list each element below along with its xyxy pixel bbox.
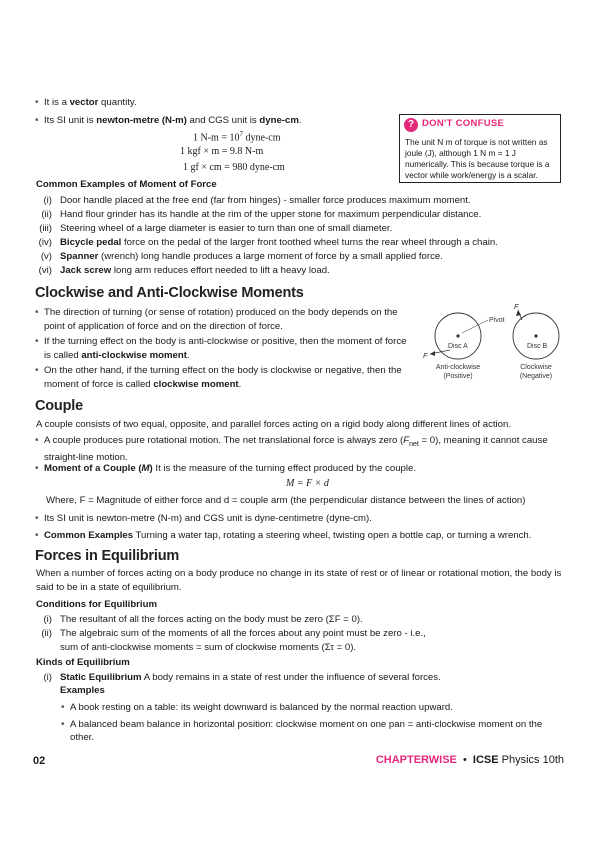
kinds-heading: Kinds of Equilibrium (36, 657, 130, 668)
question-icon: ? (404, 118, 418, 132)
condition-2-continued: sum of anti-clockwise moments = sum of clockwise moments (Στ = 0). (60, 642, 357, 653)
brand-name: CHAPTERWISE (375, 754, 457, 766)
examples-subheading: Examples (60, 685, 105, 696)
pivot-label: Pivot (489, 317, 505, 324)
conditions-heading: Conditions for Equilibrium (36, 599, 157, 610)
couple-definition: A couple consists of two equal, opposite, and parallel forces acting on a rigid body along different lines of action. (36, 419, 512, 430)
couple-bullet-rotation: • A couple produces pure rotational motion. The net translational force is always zero $(F_{net} = 0)$, meaning it cannot cause straight-line motion. (44, 434, 574, 465)
equation-nm-dyne: 1 $N-m = 10^7$ dyne-cm (193, 130, 281, 144)
static-example-2: • A balanced beam balance in horizontal position: clockwise moment on one pan = anti-clockwise moment on the (70, 718, 570, 732)
section-heading-couple: Couple (35, 398, 83, 414)
static-example-1: • A book resting on a table: its weight downward is balanced by the normal reaction upward. (70, 701, 570, 715)
examples-heading: Common Examples of Moment of Force (36, 179, 217, 190)
clockwise-bullet-2: • If the turning effect on the body is anti-clockwise or positive, then the moment of force is called anti-clockwise moment. (44, 335, 414, 362)
disc-b-pivot (534, 334, 537, 337)
equation-gf: 1 gf × cm = 980 dyne-cm (183, 162, 285, 173)
disc-figure (418, 300, 568, 388)
caption-clockwise: Clockwise (520, 364, 552, 371)
footer-dot: • (462, 754, 467, 766)
caption-anticlockwise: Anti-clockwise (435, 364, 481, 371)
equation-kgf: 1 kgf × m = 9.8 N-m (180, 146, 264, 157)
force-label-a: F (423, 351, 428, 360)
unit-bullet-si: • Its SI unit is newton-metre (N-m) and CGS unit is dyne-cm. (44, 114, 302, 128)
section-heading-equilibrium: Forces in Equilibrium (35, 548, 180, 564)
couple-bullet-moment: • Moment of a Couple (M) It is the measure of the turning effect produced by the couple. (44, 462, 574, 476)
couple-bullet-examples: • Common Examples Turning a water tap, rotating a steering wheel, twisting open a bottle cap, or turning a wrench. (44, 529, 574, 543)
footer-series (376, 754, 564, 766)
dont-confuse-title: DON'T CONFUSE (422, 118, 505, 129)
page-number: 02 (33, 755, 46, 767)
clockwise-bullet-1: • The direction of turning (or sense of rotation) produced on the body depends on the point of application of force and on the direction of force. (44, 306, 414, 333)
couple-equation: M = F × d (286, 478, 329, 489)
dont-confuse-box (399, 114, 561, 183)
force-label-b: F (514, 302, 519, 311)
equilibrium-definition: When a number of forces acting on a body produce no change in its state of rest or of linear or rotational motion, the body is said to be in a state of equilibrium. (36, 568, 562, 593)
unit-bullet-vector: • It is a vector quantity. (44, 96, 137, 110)
couple-where: Where, F = Magnitude of either force and d = couple arm (the perpendicular distance between the lines of action) (46, 495, 526, 506)
caption-positive: (Positive) (443, 373, 473, 380)
subject-name: Physics 10th (498, 754, 564, 766)
disc-a-label: Disc A (448, 343, 468, 350)
section-heading-clockwise: Clockwise and Anti-Clockwise Moments (35, 285, 304, 301)
disc-a-pivot (456, 334, 459, 337)
dont-confuse-text: The unit N m of torque is not written as joule (J), although 1 N m = 1 J numerically. This is because torque is a vector while work/energy is a scalar. (405, 137, 550, 180)
clockwise-bullet-3: • On the other hand, if the turning effect on the body is clockwise or negative, then the moment of force is called clockwise moment. (44, 364, 414, 391)
couple-bullet-unit: • Its SI unit is newton-metre (N-m) and CGS unit is dyne-centimetre (dyne-cm). (44, 512, 574, 526)
disc-b-label: Disc B (527, 343, 548, 350)
static-example-2-continued: other. (70, 732, 95, 743)
caption-negative: (Negative) (519, 373, 553, 380)
series-name: ICSE (472, 754, 499, 766)
